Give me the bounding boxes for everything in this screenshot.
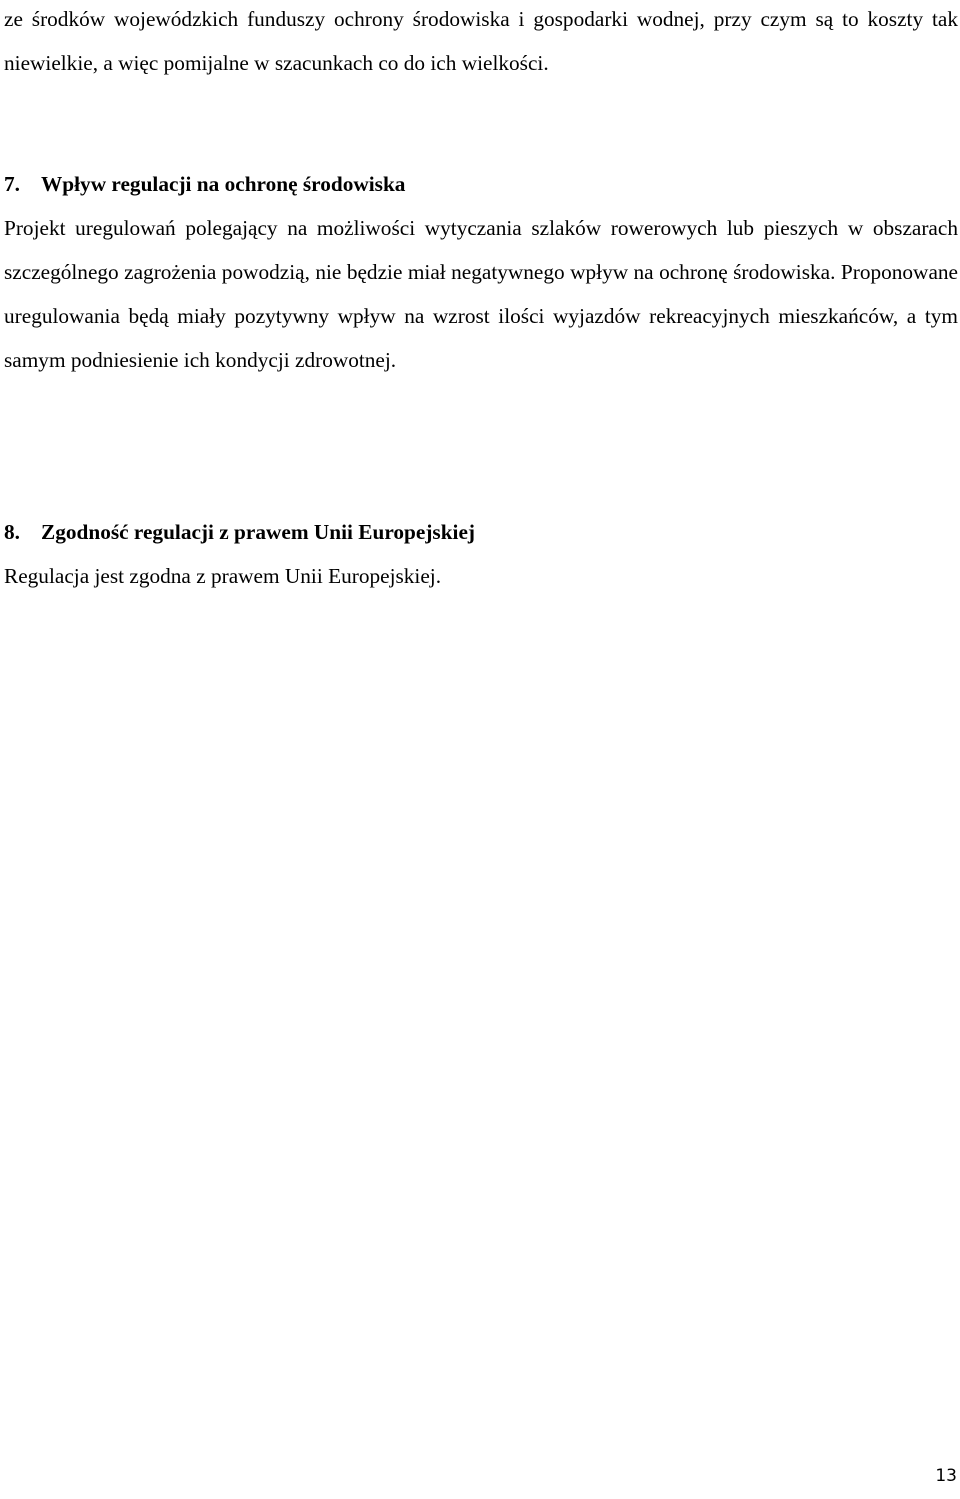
section-7-body: Projekt uregulowań polegający na możliwości wytyczania szlaków rowerowych lub pieszych w obszarach szczególnego zagrożenia powodzią, nie będzie miał negatywnego wpływ na ochronę środowiska. Proponowane uregulowania będą miały pozytywny wpływ na wzrost ilości wyjazdów rekreacyjnych mieszkańców, a tym samym podniesienie ich kondycji zdrowotnej. [4,216,958,372]
section-7-title: Wpływ regulacji na ochronę środowiska [41,172,406,196]
page-number: 13 [935,1466,957,1486]
continued-paragraph: ze środków wojewódzkich funduszy ochrony środowiska i gospodarki wodnej, przy czym są to koszty tak niewielkie, a więc pomijalne w szacunkach co do ich wielkości. [4,7,958,75]
section-7-heading [4,162,405,206]
section-8-body: Regulacja jest zgodna z prawem Unii Europejskiej. [4,564,442,588]
section-8-number: 8. [4,520,20,544]
section-7-number: 7. [4,172,20,196]
section-8-heading [4,510,475,554]
section-8-title: Zgodność regulacji z prawem Unii Europejskiej [41,520,476,544]
